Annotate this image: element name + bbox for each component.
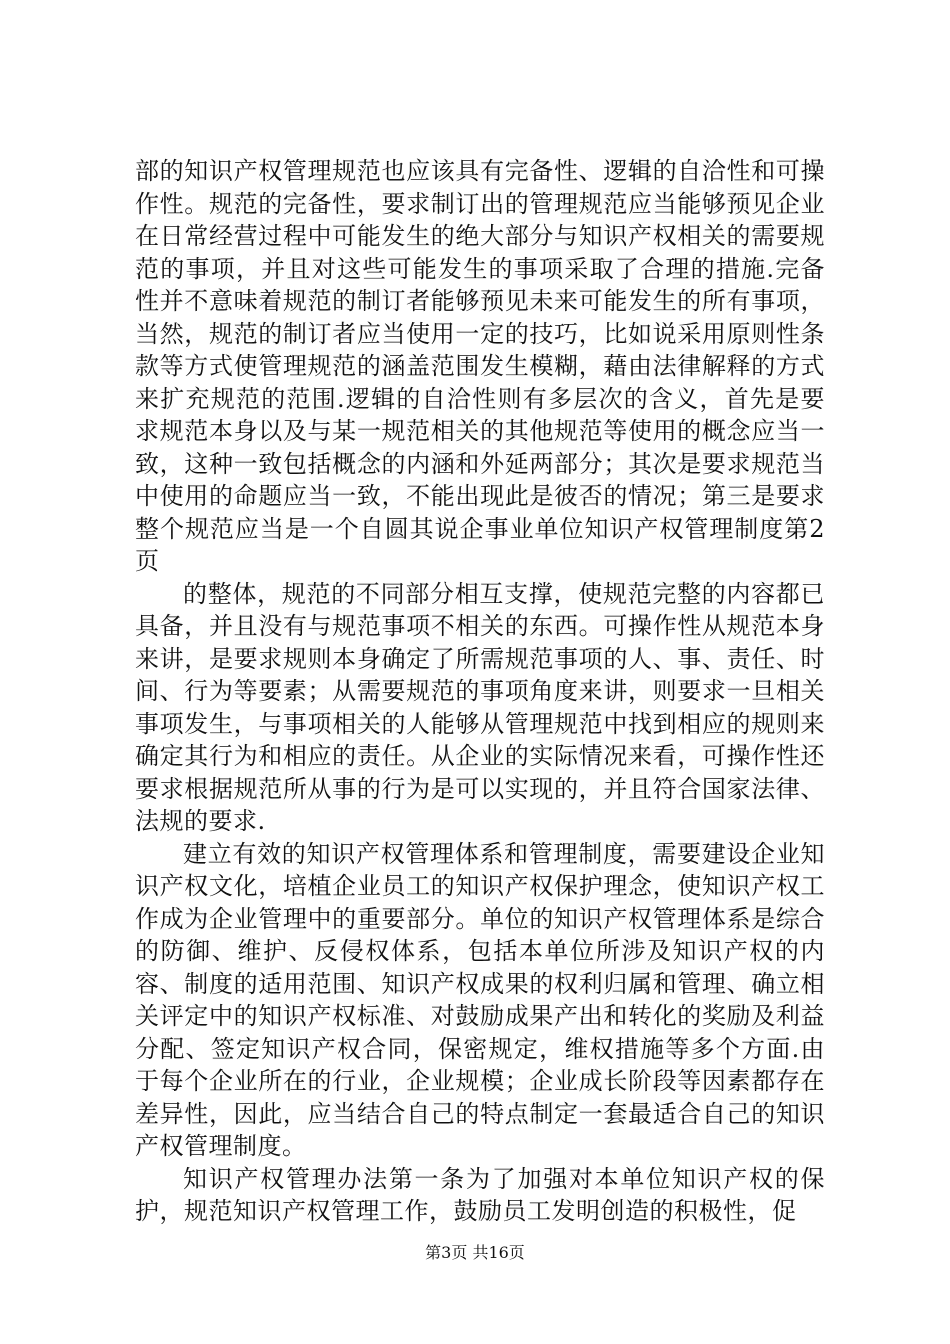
paragraph-2: 的整体，规范的不同部分相互支撑，使规范完整的内容都已具备，并且没有与规范事项不相关的东西。可操作性从规范本身来讲，是要求规则本身确定了所需规范事项的人、事、责任、时间、行为等要素；从需要规范的事项角度来讲，则要求一旦相关事项发生，与事项相关的人能够从管理规范中找到相应的规则来确定其行为和相应的责任。从企业的实际情况来看，可操作性还要求根据规范所从事的行为是可以实现的，并且符合国家法律、法规的要求.	[135, 579, 825, 835]
document-body	[135, 155, 825, 1228]
paragraph-1: 部的知识产权管理规范也应该具有完备性、逻辑的自洽性和可操作性。规范的完备性，要求制订出的管理规范应当能够预见企业在日常经营过程中可能发生的绝大部分与知识产权相关的需要规范的事项，并且对这些可能发生的事项采取了合理的措施.完备性并不意味着规范的制订者能够预见未来可能发生的所有事项，当然，规范的制订者应当使用一定的技巧，比如说采用原则性条款等方式使管理规范的涵盖范围发生模糊，藉由法律解释的方式来扩充规范的范围.逻辑的自洽性则有多层次的含义，首先是要求规范本身以及与某一规范相关的其他规范等使用的概念应当一致，这种一致包括概念的内涵和外延两部分；其次是要求规范当中使用的命题应当一致，不能出现此是彼否的情况；第三是要求整个规范应当是一个自圆其说企事业单位知识产权管理制度第2页	[135, 157, 825, 575]
paragraph-3: 建立有效的知识产权管理体系和管理制度，需要建设企业知识产权文化，培植企业员工的知识产权保护理念，使知识产权工作成为企业管理中的重要部分。单位的知识产权管理体系是综合的防御、维护、反侵权体系，包括本单位所涉及知识产权的内容、制度的适用范围、知识产权成果的权利归属和管理、确立相关评定中的知识产权标准、对鼓励成果产出和转化的奖励及利益分配、签定知识产权合同，保密规定，维权措施等多个方面.由于每个企业所在的行业，企业规模；企业成长阶段等因素都存在差异性，因此，应当结合自己的特点制定一套最适合自己的知识产权管理制度。	[135, 839, 825, 1160]
paragraph-4: 知识产权管理办法第一条为了加强对本单位知识产权的保护，规范知识产权管理工作，鼓励员工发明创造的积极性，促	[135, 1164, 825, 1225]
page-footer: 第3页 共16页	[425, 1243, 525, 1262]
